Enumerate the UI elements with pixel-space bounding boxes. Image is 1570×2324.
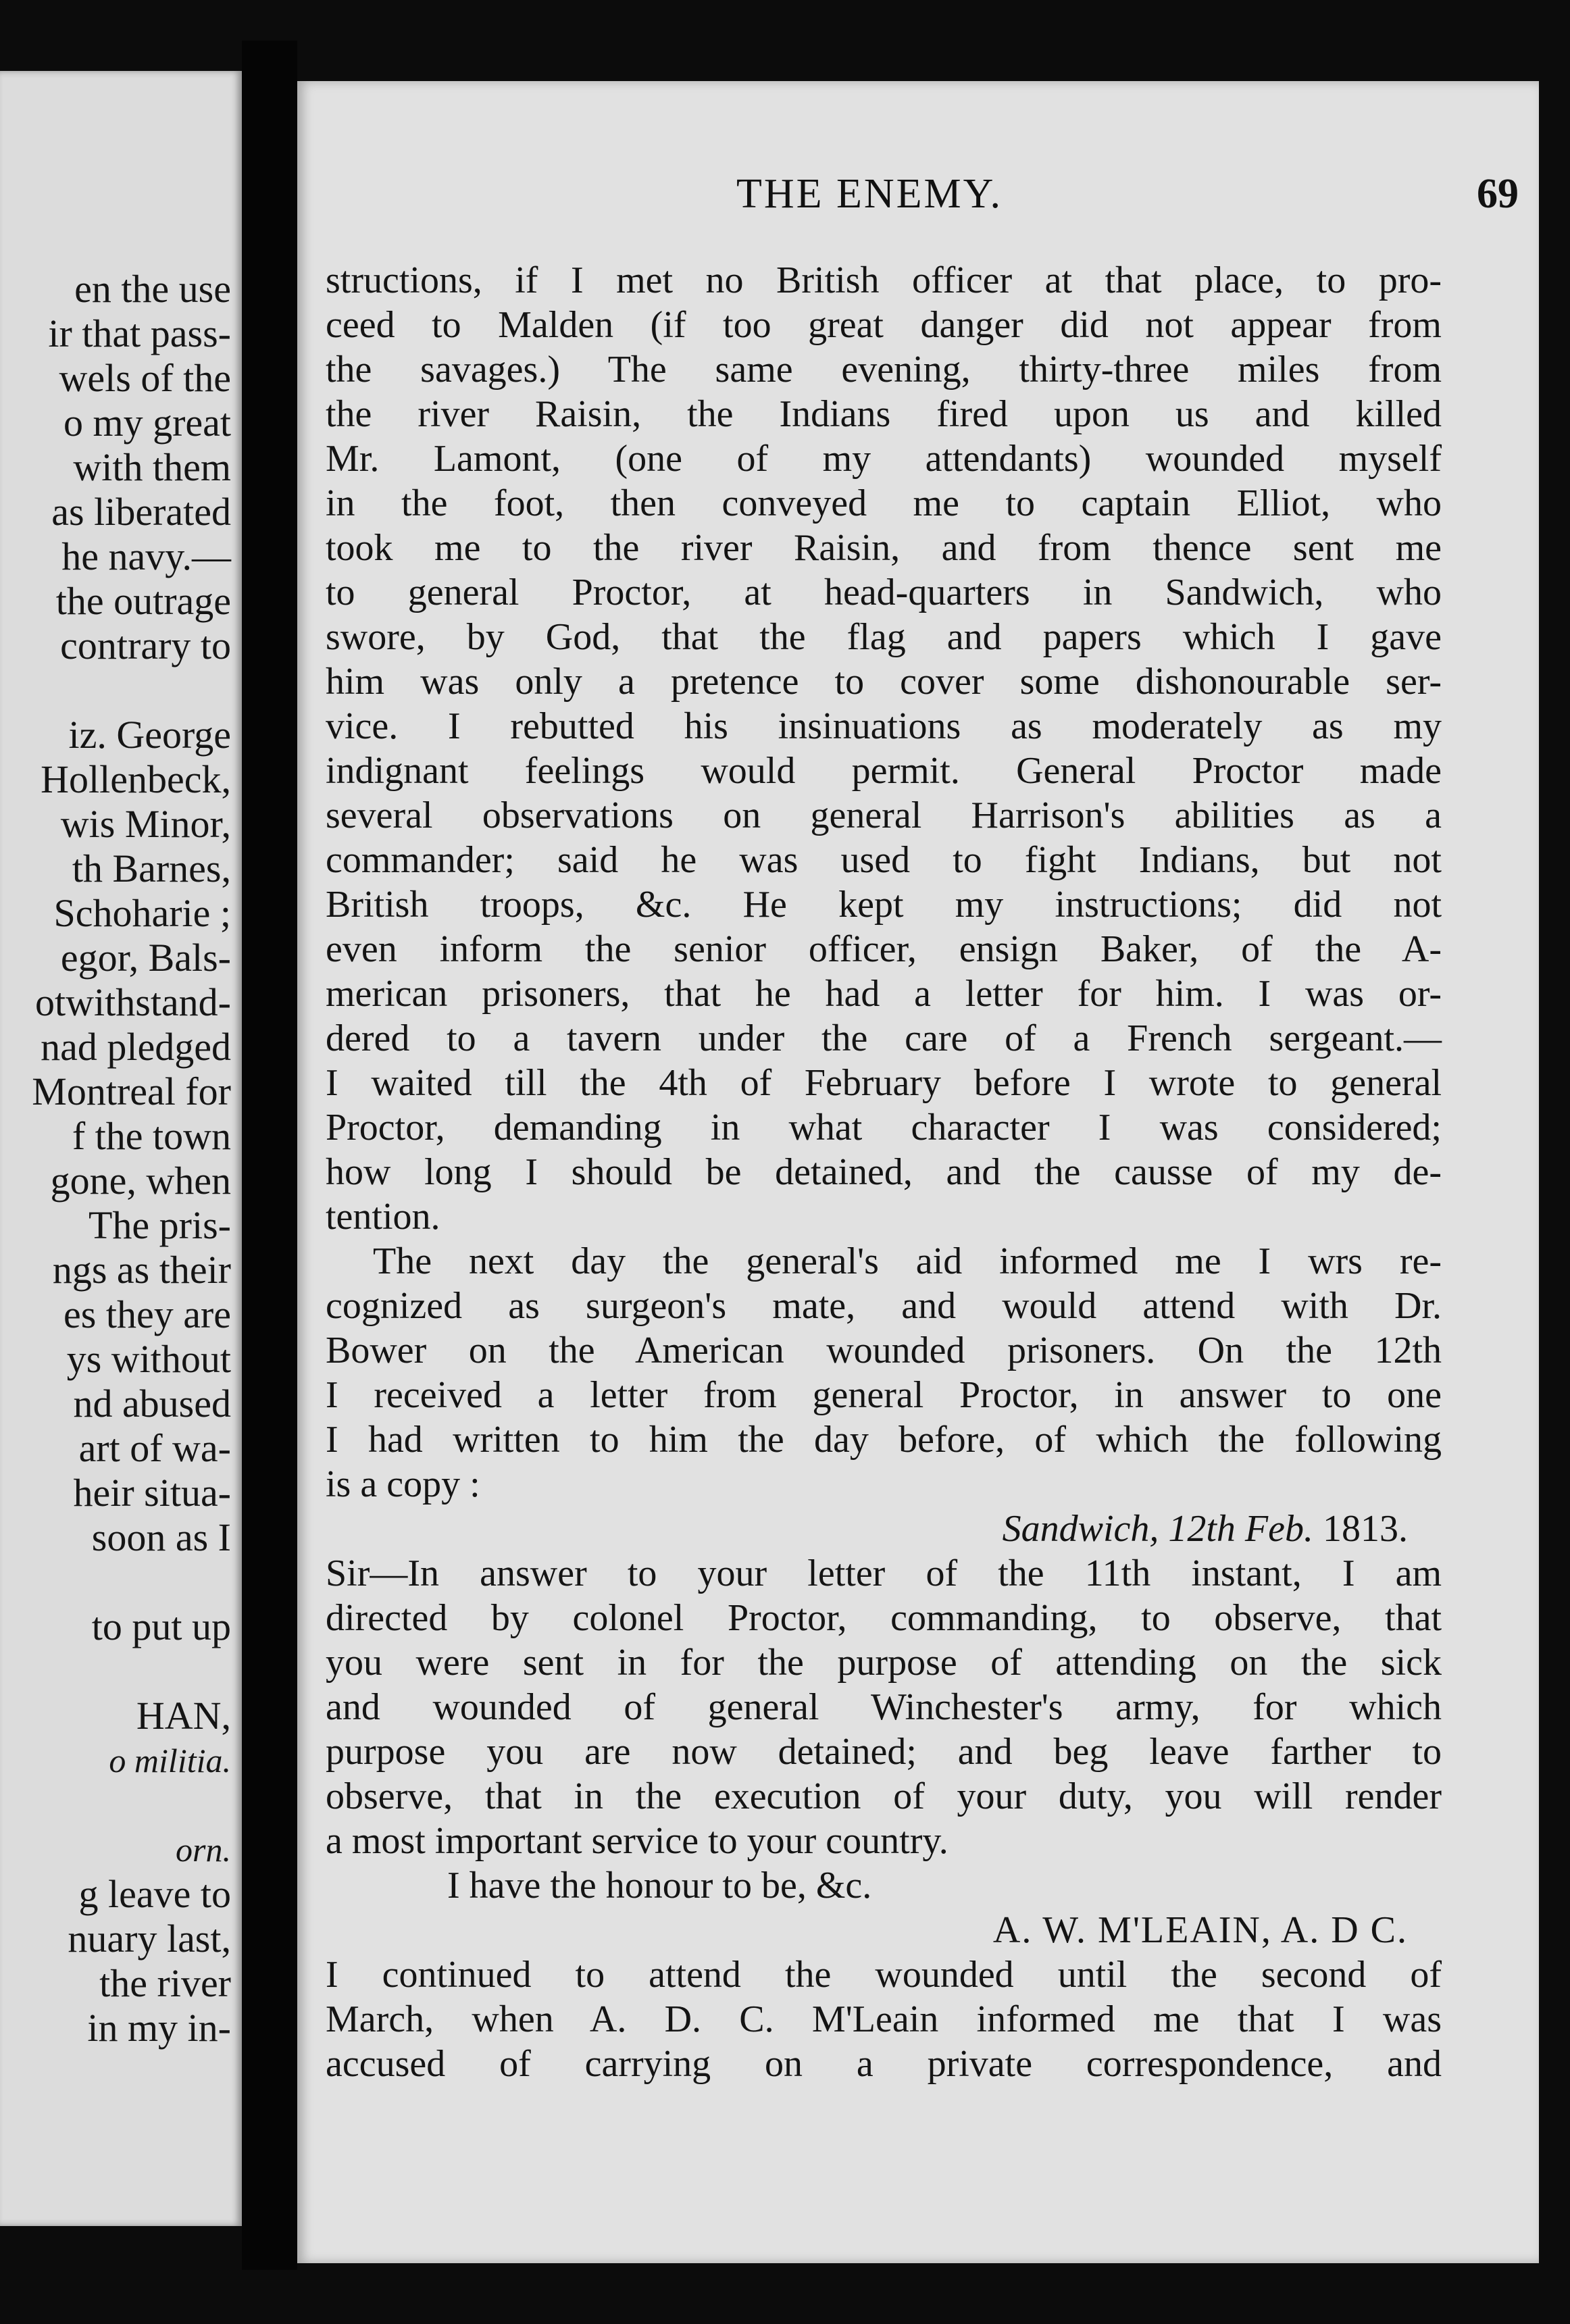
left-fragment-line: o militia.	[109, 1742, 231, 1779]
left-fragment-line: Schoharie ;	[53, 891, 231, 935]
left-fragment-line: the outrage	[55, 579, 231, 623]
p2-line: I received a letter from general Proctor, in answer to one	[326, 1374, 1442, 1416]
paragraph-3	[326, 1952, 1442, 2086]
p1-line: to general Proctor, at head-quarters in Sandwich, who	[326, 572, 1442, 613]
letter-line: a most important service to your country.	[326, 1820, 948, 1862]
paragraph-1	[326, 258, 1442, 1239]
left-fragment-line: wels of the	[59, 356, 231, 400]
letter-signature: A. W. M'LEAIN, A. D C.	[992, 1909, 1408, 1951]
p1-line: in the foot, then conveyed me to captain Elliot, who	[326, 482, 1442, 524]
left-fragment-line: o my great	[63, 401, 231, 445]
left-fragment-line: nd abused	[73, 1382, 231, 1425]
page-number: 69	[1477, 171, 1519, 217]
left-fragment-line: art of wa-	[78, 1426, 231, 1470]
left-fragment-line: th Barnes,	[72, 847, 231, 890]
left-fragment-line: wis Minor,	[60, 802, 231, 846]
p2-line: is a copy :	[326, 1463, 480, 1505]
left-fragment-line: to put up	[91, 1605, 231, 1648]
left-fragment-line: Montreal for	[32, 1069, 231, 1113]
left-fragment-line: ir that pass-	[48, 311, 231, 355]
p1-line: ceed to Malden (if too great danger did not appear from	[326, 304, 1442, 346]
p1-line: how long I should be detained, and the causse of my de-	[326, 1151, 1442, 1193]
p3-line: March, when A. D. C. M'Leain informed me that I was	[326, 1998, 1442, 2040]
left-fragment-line: f the town	[72, 1114, 231, 1158]
left-fragment-line: The pris-	[88, 1203, 231, 1247]
left-fragment-line: in my in-	[87, 2006, 231, 2050]
left-fragment-line: he navy.—	[61, 534, 231, 578]
page-body	[326, 258, 1442, 2086]
letter-dateline	[326, 1507, 1442, 1551]
p1-line: merican prisoners, that he had a letter for him. I was or-	[326, 973, 1442, 1015]
left-fragment-line: ngs as their	[52, 1248, 231, 1292]
left-fragment-line: ys without	[66, 1337, 231, 1381]
letter-line: and wounded of general Winchester's army, for which	[326, 1686, 1442, 1728]
p1-line: several observations on general Harrison's abilities as a	[326, 794, 1442, 836]
left-fragment-line: nuary last,	[68, 1917, 231, 1961]
left-fragment-line: HAN,	[136, 1694, 231, 1738]
left-fragment-line: g leave to	[78, 1872, 231, 1916]
p1-line: British troops, &c. He kept my instructions; did not	[326, 884, 1442, 926]
p1-line: tention.	[326, 1196, 440, 1238]
p1-line: vice. I rebutted his insinuations as moderately as my	[326, 705, 1442, 747]
p1-line: dered to a tavern under the care of a French sergeant.—	[326, 1017, 1442, 1059]
book-gutter	[242, 41, 297, 2270]
left-fragment-line: contrary to	[60, 624, 231, 667]
left-fragment-line: gone, when	[50, 1159, 231, 1203]
left-fragment-line: soon as I	[91, 1515, 231, 1559]
left-fragment-line: with them	[73, 445, 231, 489]
letter-line: Sir—In answer to your letter of the 11th instant, I am	[326, 1552, 1442, 1594]
letter-body	[326, 1551, 1442, 1863]
p1-line: Proctor, demanding in what character I was considered;	[326, 1107, 1442, 1148]
letter-closing: I have the honour to be, &c.	[447, 1865, 872, 1906]
p1-line: took me to the river Raisin, and from thence sent me	[326, 527, 1442, 569]
letter-line: observe, that in the execution of your duty, you will render	[326, 1775, 1442, 1817]
p1-line: him was only a pretence to cover some dishonourable ser-	[326, 661, 1442, 703]
letter-line: directed by colonel Proctor, commanding, to observe, that	[326, 1597, 1442, 1639]
p1-line: structions, if I met no British officer at that place, to pro-	[326, 259, 1442, 301]
letter-line: you were sent in for the purpose of attending on the sick	[326, 1642, 1442, 1684]
left-fragment-line: as liberated	[51, 490, 231, 534]
left-fragment-line: es they are	[64, 1292, 231, 1336]
left-fragment-line: en the use	[74, 267, 231, 311]
p1-line: the savages.) The same evening, thirty-three miles from	[326, 349, 1442, 390]
p1-line: even inform the senior officer, ensign Baker, of the A-	[326, 928, 1442, 970]
letter-line: purpose you are now detained; and beg leave farther to	[326, 1731, 1442, 1773]
p1-line: Mr. Lamont, (one of my attendants) wounded myself	[326, 438, 1442, 480]
dateline-day: 12th Feb.	[1168, 1508, 1313, 1550]
left-fragment-line: egor, Bals-	[60, 936, 231, 980]
p1-line: swore, by God, that the flag and papers which I gave	[326, 616, 1442, 658]
dateline-year: 1813.	[1323, 1508, 1408, 1550]
left-fragment-line: orn.	[176, 1831, 231, 1869]
left-fragment-line: nad pledged	[41, 1025, 231, 1069]
p1-line: the river Raisin, the Indians fired upon us and killed	[326, 393, 1442, 435]
p1-line: I waited till the 4th of February before I wrote to general	[326, 1062, 1442, 1104]
paragraph-2	[326, 1239, 1442, 1507]
p2-line: I had written to him the day before, of which the following	[326, 1419, 1442, 1461]
dateline-place: Sandwich,	[1002, 1508, 1159, 1550]
left-fragment-line: the river	[99, 1961, 231, 2005]
p3-line: accused of carrying on a private correspondence, and	[326, 2043, 1442, 2085]
p2-line: Bower on the American wounded prisoners. On the 12th	[326, 1330, 1442, 1371]
p2-line: The next day the general's aid informed me I wrs re-	[373, 1240, 1442, 1282]
left-fragment-line: iz. George	[68, 713, 231, 757]
p3-line: I continued to attend the wounded until the second of	[326, 1954, 1442, 1996]
left-fragment-line: otwithstand-	[35, 980, 231, 1024]
running-head: THE ENEMY.	[736, 171, 1003, 217]
p1-line: indignant feelings would permit. General Proctor made	[326, 750, 1442, 792]
page-header	[297, 170, 1539, 224]
left-page-fragment	[0, 71, 242, 2226]
left-fragment-line: Hollenbeck,	[41, 757, 231, 801]
p1-line: commander; said he was used to fight Indians, but not	[326, 839, 1442, 881]
left-fragment-line: heir situa-	[73, 1471, 231, 1515]
p2-line: cognized as surgeon's mate, and would attend with Dr.	[326, 1285, 1442, 1327]
right-page	[297, 81, 1539, 2263]
